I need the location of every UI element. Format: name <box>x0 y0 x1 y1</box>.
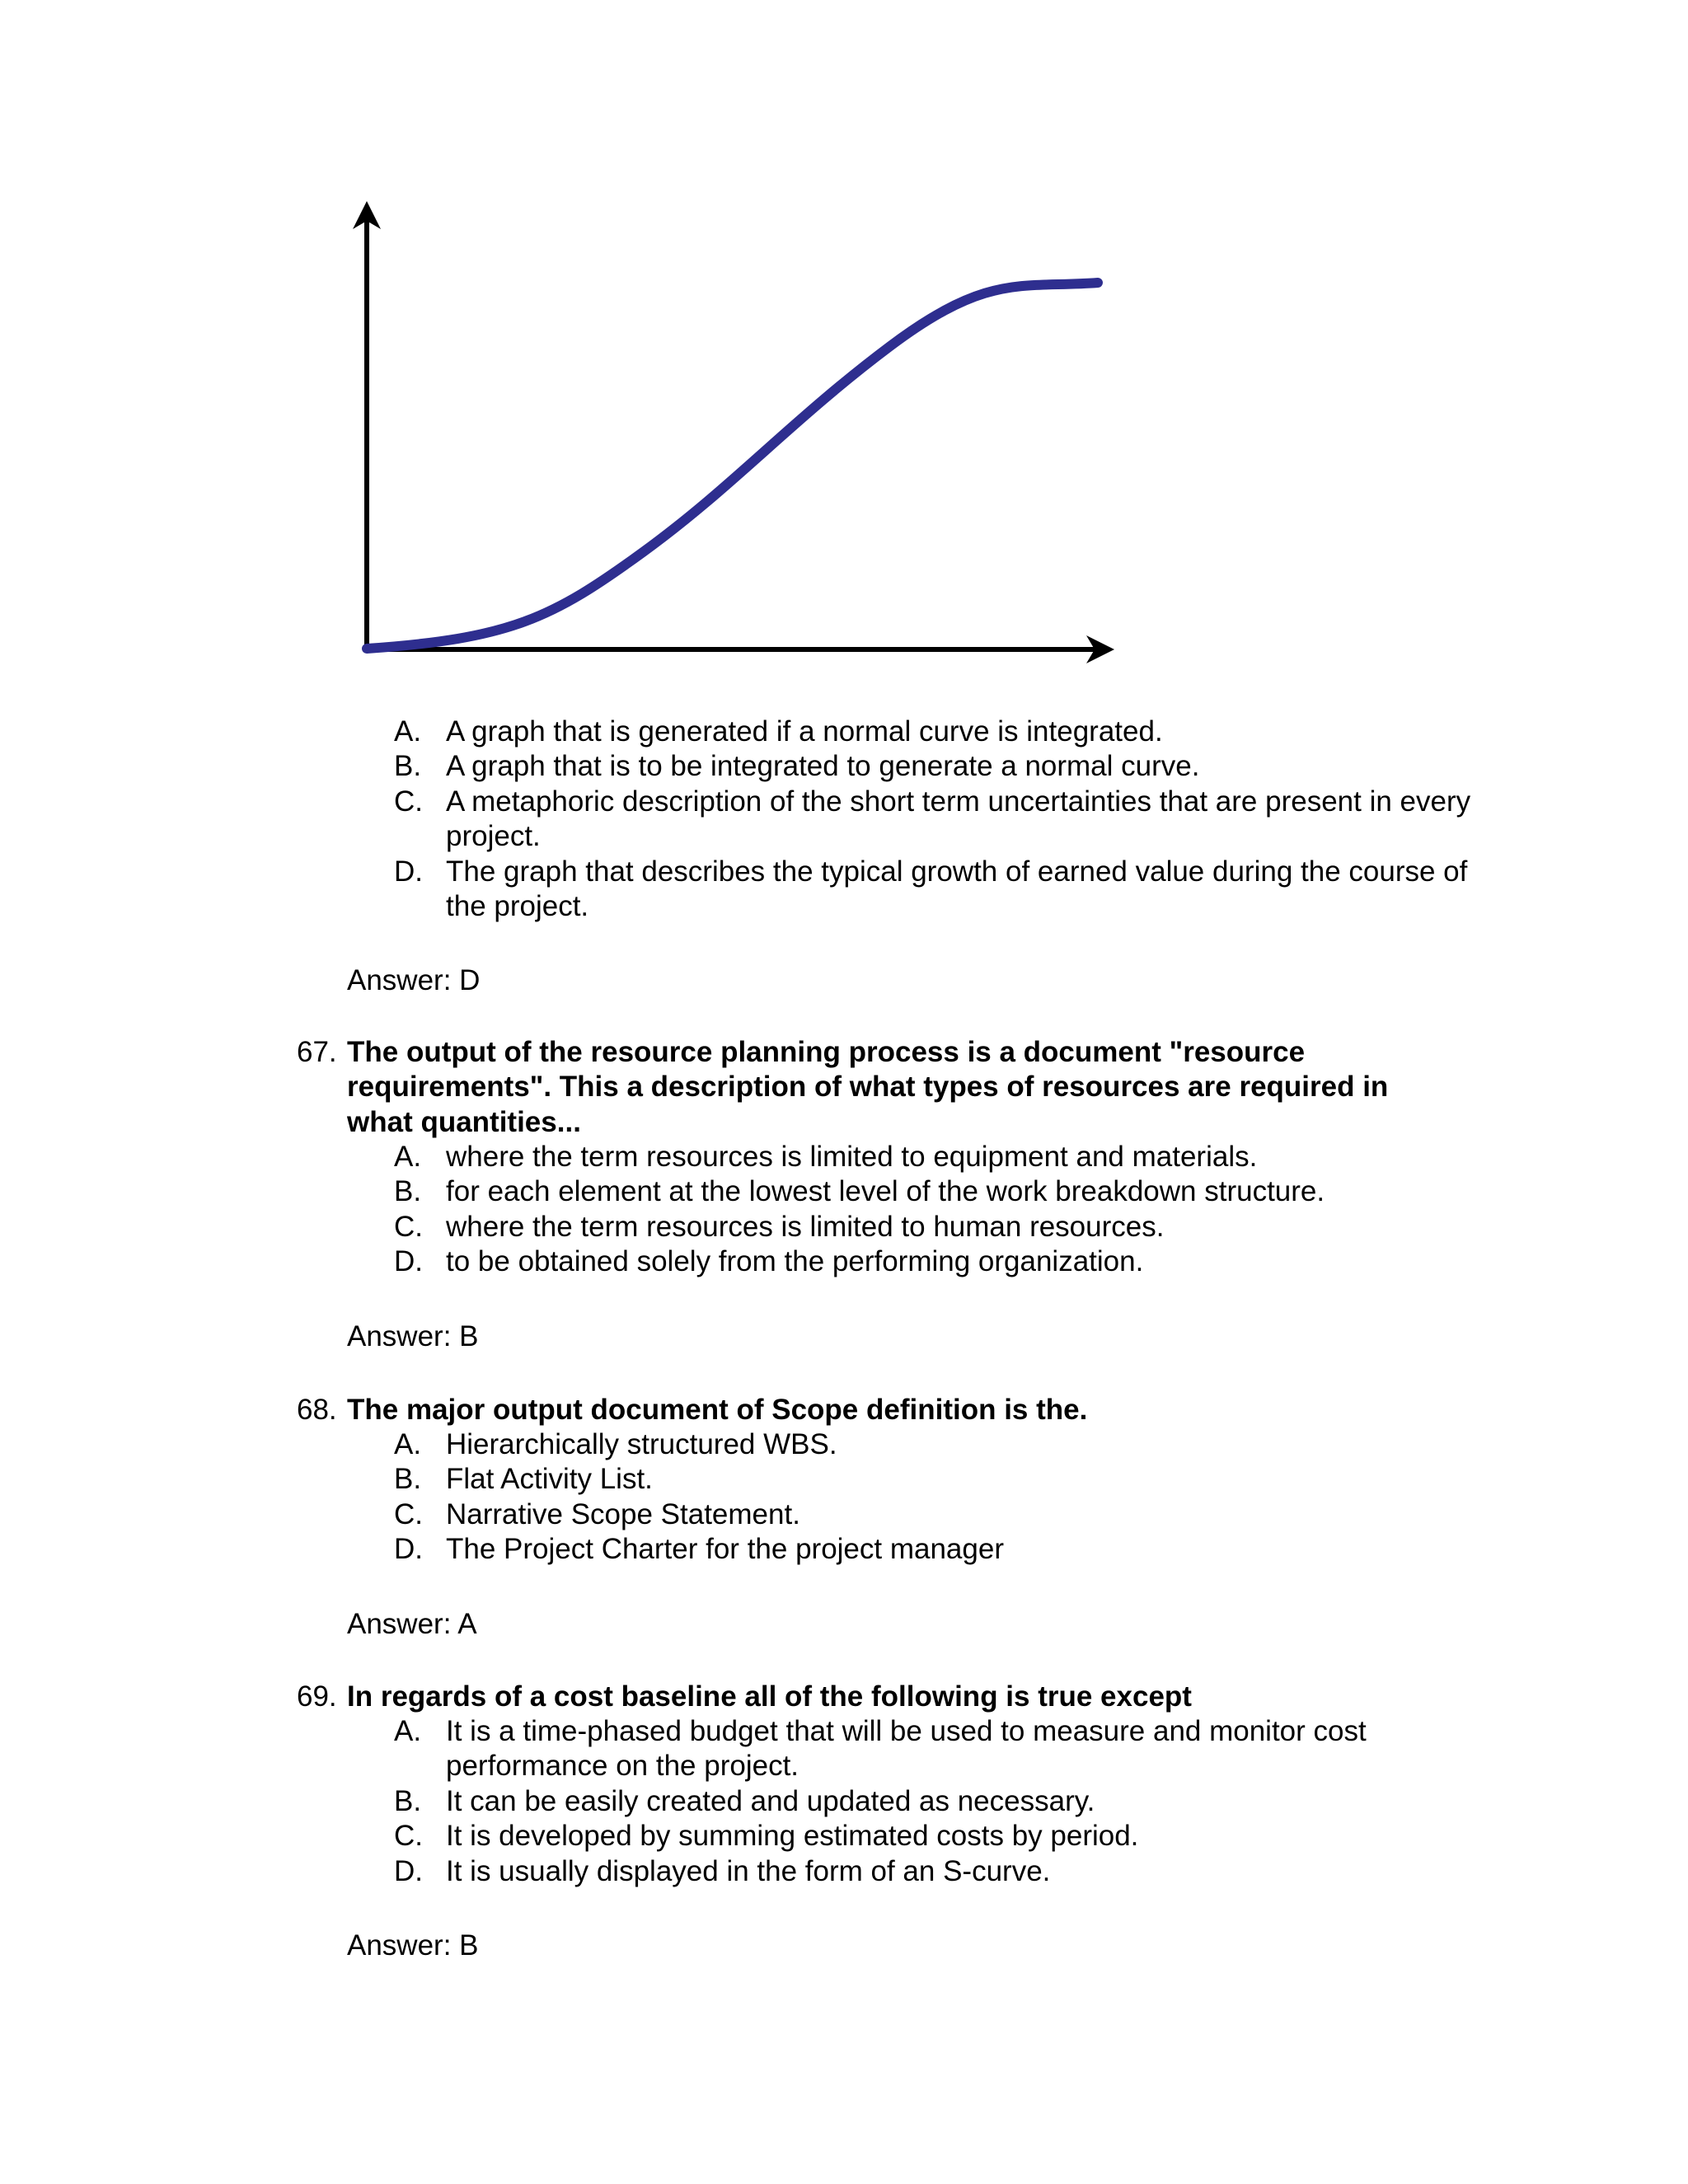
option-letter: C. <box>394 1497 423 1530</box>
s-curve-line <box>367 283 1098 649</box>
option-letter: D. <box>394 1245 423 1278</box>
q67-option-b <box>394 1174 1482 1209</box>
q66-option-d <box>394 855 1482 925</box>
option-letter: A. <box>394 1715 422 1747</box>
option-letter: D. <box>394 855 423 888</box>
option-text: It can be easily created and updated as necessary. <box>446 1784 1095 1817</box>
q67-option-d <box>394 1244 1482 1279</box>
q69-option-b <box>394 1784 1482 1819</box>
q69-option-c <box>394 1819 1482 1854</box>
q68-option-b <box>394 1462 1482 1497</box>
option-text: It is usually displayed in the form of an S-curve. <box>446 1854 1051 1887</box>
option-letter: A. <box>394 1428 422 1460</box>
option-text: where the term resources is limited to equipment and materials. <box>446 1141 1258 1173</box>
option-letter: A. <box>394 1141 422 1173</box>
question-text: In regards of a cost baseline all of the following is true except <box>347 1680 1192 1713</box>
q66-options <box>394 715 1482 924</box>
option-text: Flat Activity List. <box>446 1463 653 1496</box>
q66-option-a <box>394 715 1482 749</box>
option-text: to be obtained solely from the performing organization. <box>446 1245 1144 1278</box>
q68-option-d <box>394 1532 1482 1567</box>
s-curve-figure <box>330 190 1137 684</box>
question-text: The major output document of Scope definition is the. <box>347 1394 1088 1426</box>
q68-options <box>394 1427 1482 1568</box>
option-text: A graph that is to be integrated to generate a normal curve. <box>446 750 1200 783</box>
option-letter: D. <box>394 1854 423 1887</box>
q68-option-a <box>394 1427 1482 1462</box>
q68-answer: Answer: A <box>347 1608 477 1640</box>
option-text: for each element at the lowest level of the work breakdown structure. <box>446 1175 1325 1208</box>
q66-answer: Answer: D <box>347 964 481 996</box>
option-letter: C. <box>394 785 423 818</box>
q67-options <box>394 1140 1482 1280</box>
option-letter: A. <box>394 715 422 748</box>
option-text: Narrative Scope Statement. <box>446 1497 800 1530</box>
question-number: 69. <box>297 1680 337 1713</box>
option-letter: C. <box>394 1210 423 1243</box>
q69-answer: Answer: B <box>347 1929 479 1961</box>
option-letter: B. <box>394 1463 422 1496</box>
q68-option-c <box>394 1497 1482 1532</box>
option-letter: B. <box>394 1784 422 1817</box>
option-text: The graph that describes the typical growth of earned value during the course of the project. <box>446 855 1468 923</box>
question-number: 67. <box>297 1036 337 1068</box>
option-letter: B. <box>394 750 422 783</box>
option-text: A graph that is generated if a normal curve is integrated. <box>446 715 1163 748</box>
option-text: It is developed by summing estimated costs by period. <box>446 1820 1139 1853</box>
option-text: A metaphoric description of the short term uncertainties that are present in every project. <box>446 785 1471 853</box>
option-text: Hierarchically structured WBS. <box>446 1428 837 1460</box>
q69-option-d <box>394 1854 1482 1889</box>
q67-question <box>297 1035 1426 1140</box>
q66-option-b <box>394 749 1482 784</box>
q69-question <box>297 1680 1426 1714</box>
q68-question <box>297 1393 1426 1427</box>
q69-option-a <box>394 1714 1482 1784</box>
option-letter: C. <box>394 1820 423 1853</box>
question-number: 68. <box>297 1394 337 1426</box>
option-text: It is a time-phased budget that will be used to measure and monitor cost performance on the project. <box>446 1715 1367 1783</box>
option-text: The Project Charter for the project manager <box>446 1533 1004 1566</box>
option-letter: B. <box>394 1175 422 1208</box>
option-text: where the term resources is limited to human resources. <box>446 1210 1165 1243</box>
option-letter: D. <box>394 1533 423 1566</box>
q67-option-a <box>394 1140 1482 1174</box>
q67-option-c <box>394 1210 1482 1244</box>
question-text: The output of the resource planning process is a document "resource requirements". This a description of what types of resources are required in what quantities... <box>347 1036 1389 1138</box>
s-curve-graph-icon <box>330 190 1137 684</box>
q67-answer: Answer: B <box>347 1320 479 1352</box>
q69-options <box>394 1714 1482 1889</box>
q66-option-c <box>394 785 1482 855</box>
